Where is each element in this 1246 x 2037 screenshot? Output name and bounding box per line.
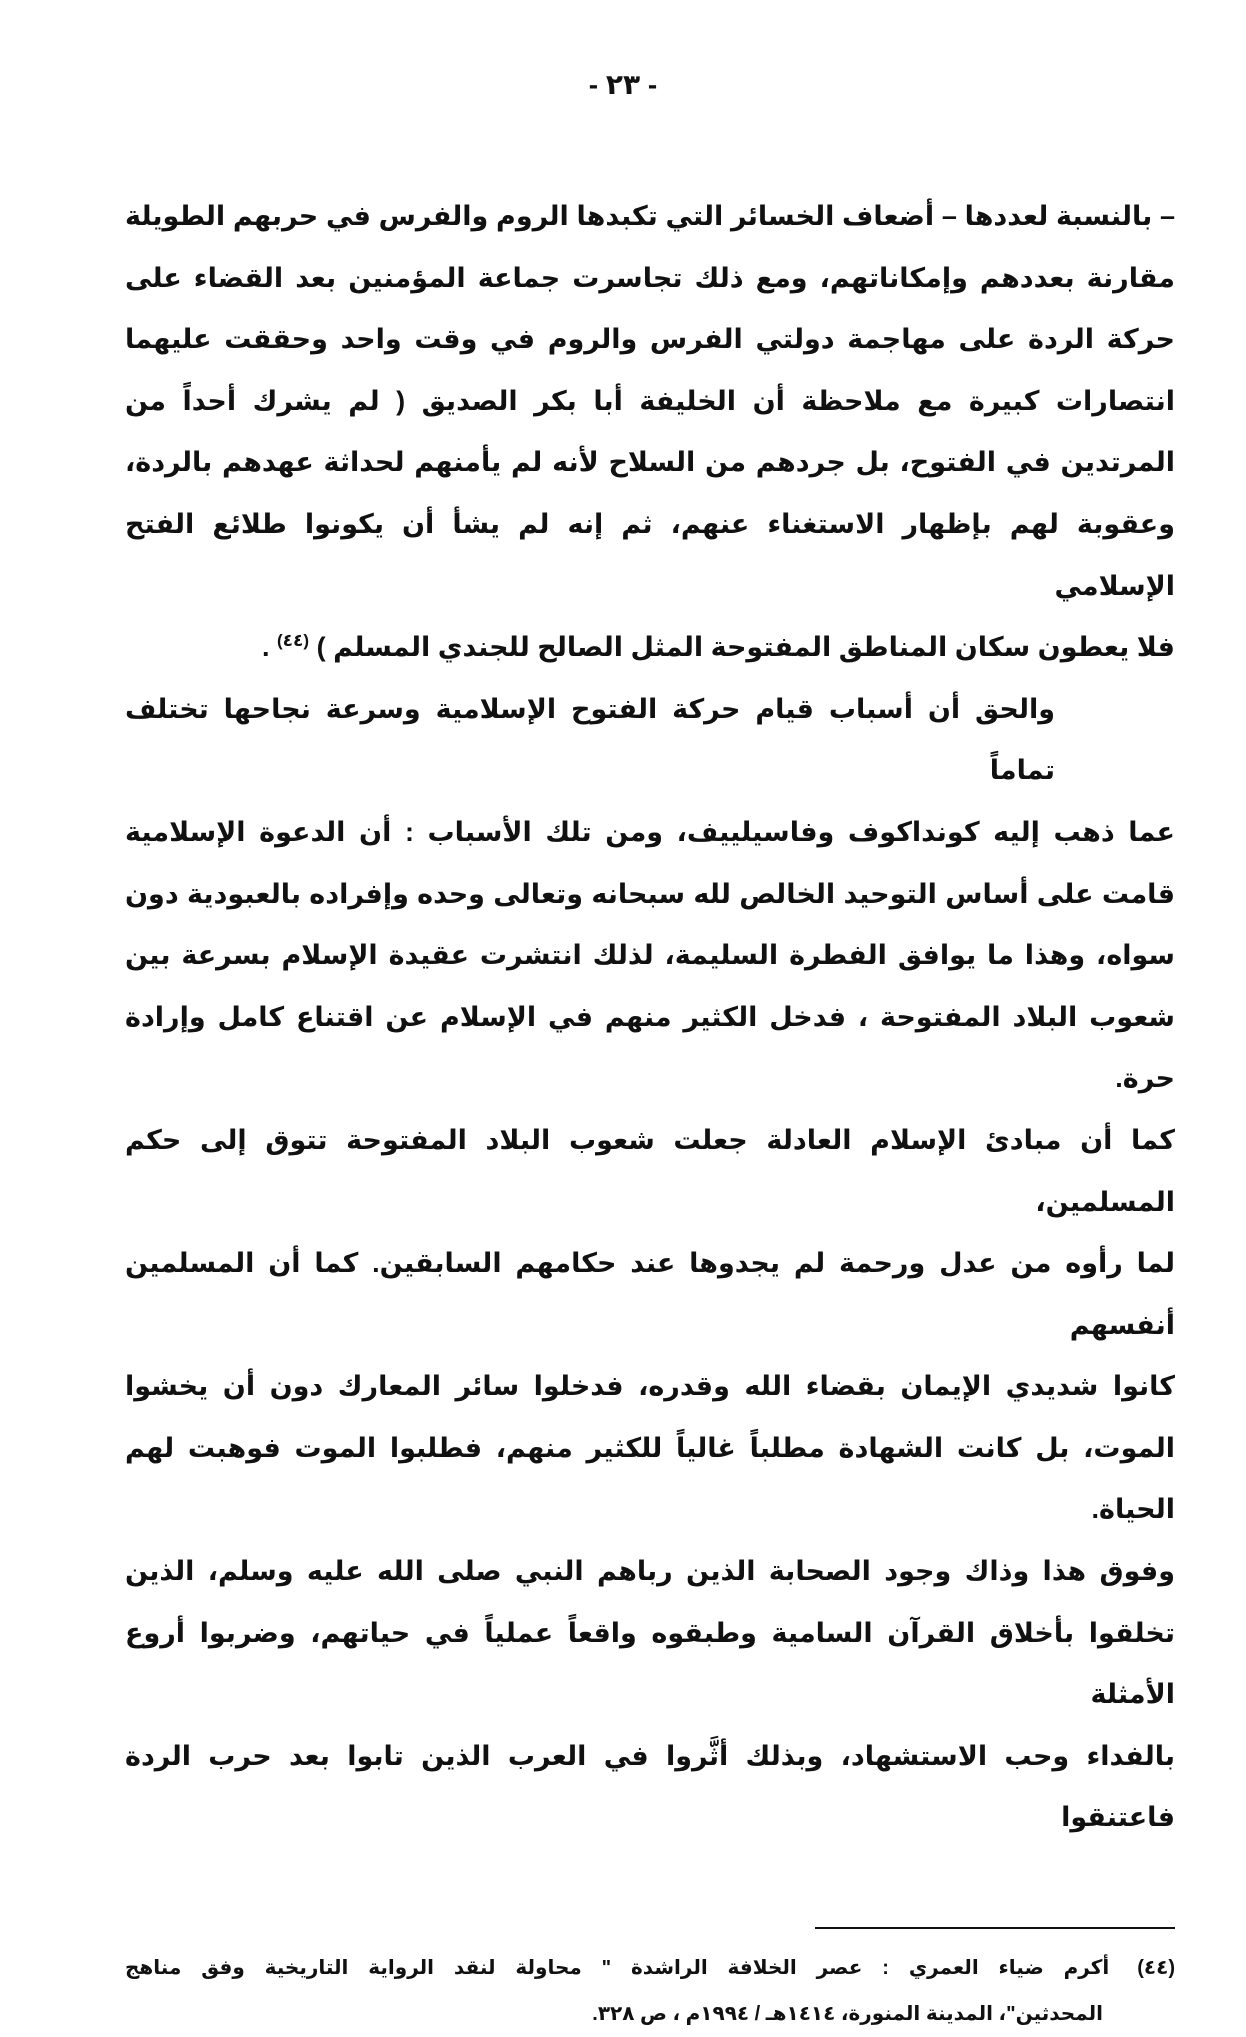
footnote-line (125, 1945, 1175, 1991)
text-line: لما رأوه من عدل ورحمة لم يجدوها عند حكامهم السابقين. كما أن المسلمين أنفسهم (125, 1248, 1175, 1340)
text-line: الموت، بل كانت الشهادة مطلباً غالياً للكثير منهم، فطلبوا الموت فوهبت لهم الحياة. (125, 1432, 1175, 1525)
text-line: وعقوبة لهم بإظهار الاستغناء عنهم، ثم إنه لم يشأ أن يكونوا طلائع الفتح الإسلامي (125, 508, 1175, 601)
text-line: كما أن مبادئ الإسلام العادلة جعلت شعوب البلاد المفتوحة تتوق إلى حكم المسلمين، (125, 1124, 1175, 1217)
text-line: فلا يعطون سكان المناطق المفتوحة المثل الصالح للجندي المسلم ) (316, 632, 1175, 663)
text-line: تخلقوا بأخلاق القرآن السامية وطبقوه واقعاً عملياً في حياتهم، وضربوا أروع الأمثلة (125, 1617, 1175, 1710)
text-line: بالفداء وحب الاستشهاد، وبذلك أثَّروا في العرب الذين تابوا بعد حرب الردة فاعتنقوا (125, 1740, 1175, 1833)
text-line: انتصارات كبيرة مع ملاحظة أن الخليفة أبا بكر الصديق ( لم يشرك أحداً من (125, 385, 1175, 416)
text-line: سواه، وهذا ما يوافق الفطرة السليمة، لذلك انتشرت عقيدة الإسلام بسرعة بين (125, 940, 1175, 971)
paragraph-start-line: والحق أن أسباب قيام حركة الفتوح الإسلامية وسرعة نجاحها تختلف تماماً (125, 693, 1055, 786)
text-line: شعوب البلاد المفتوحة ، فدخل الكثير منهم في الإسلام عن اقتناع كامل وإرادة حرة. (125, 1001, 1175, 1094)
body-text (125, 186, 1175, 1849)
paragraph-end-line (125, 617, 1175, 679)
text-line: مقارنة بعددهم وإمكاناتهم، ومع ذلك تجاسرت جماعة المؤمنين بعد القضاء على (125, 262, 1175, 293)
text-line: المرتدين في الفتوح، بل جردهم من السلاح لأنه لم يأمنهم لحداثة عهدهم بالردة، (125, 447, 1175, 478)
footnotes (125, 1945, 1175, 2037)
footnote-text: أكرم ضياء العمري : عصر الخلافة الراشدة " محاولة لنقد الرواية التاريخية وفق مناهج (125, 1957, 1110, 1980)
footnote-text-continued: المحدثين"، المدينة المنورة، ١٤١٤هـ / ١٩٩٤م ، ص ٣٢٨. (592, 2003, 1103, 2026)
footnote-divider (815, 1927, 1175, 1929)
text-line: عما ذهب إليه كونداكوف وفاسيلييف، ومن تلك الأسباب : أن الدعوة الإسلامية (125, 816, 1175, 847)
footnote-number: (٤٤) (1137, 1957, 1175, 1980)
text-line: كانوا شديدي الإيمان بقضاء الله وقدره، فدخلوا سائر المعارك دون أن يخشوا (125, 1371, 1175, 1402)
text-line: قامت على أساس التوحيد الخالص لله سبحانه وتعالى وحده وإفراده بالعبودية دون (125, 878, 1175, 909)
text-line: وفوق هذا وذاك وجود الصحابة الذين رباهم النبي صلى الله عليه وسلم، الذين (125, 1556, 1175, 1587)
end-punctuation: . (261, 632, 270, 663)
text-line: حركة الردة على مهاجمة دولتي الفرس والروم في وقت واحد وحققت عليهما (125, 324, 1175, 355)
footnote-reference[interactable]: (٤٤) (276, 631, 310, 651)
page-number: - ٢٣ - (588, 69, 658, 100)
text-line: – بالنسبة لعددها – أضعاف الخسائر التي تكبدها الروم والفرس في حربهم الطويلة (125, 201, 1175, 231)
